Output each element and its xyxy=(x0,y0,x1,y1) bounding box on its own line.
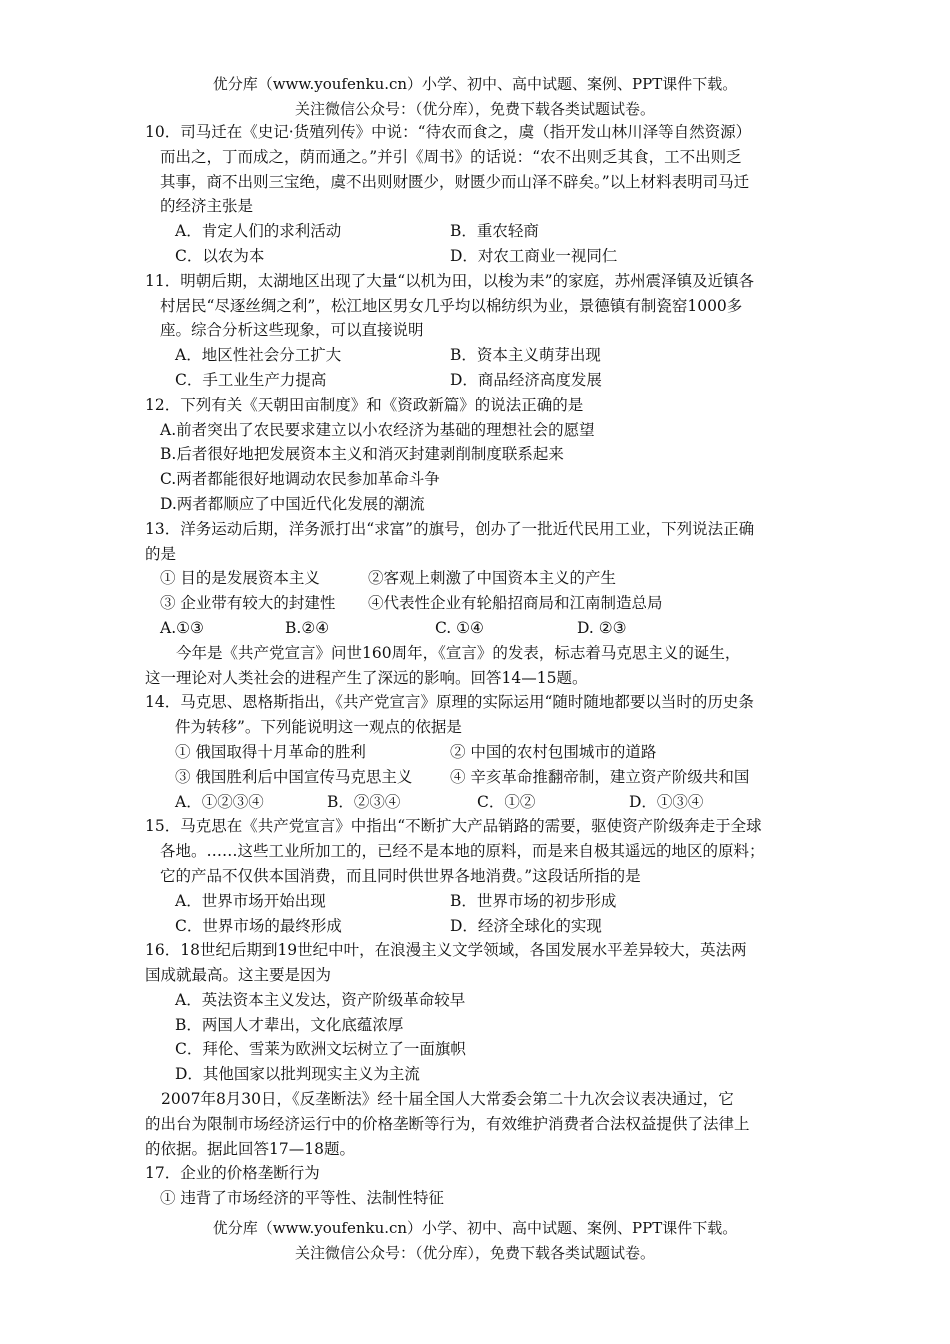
question-10-stem-line-4: 的经济主张是 xyxy=(160,197,254,216)
question-12 xyxy=(145,393,810,517)
passage-14-15-line-2: 这一理论对人类社会的进程产生了深远的影响。回答14—15题。 xyxy=(145,668,588,687)
question-14-option-a: A．①②③④ xyxy=(175,792,264,811)
question-14 xyxy=(145,690,810,814)
question-11 xyxy=(145,269,810,393)
question-13-stem-line-1: 13．洋务运动后期，洋务派打出“求富”的旗号，创办了一批近代民用工业，下列说法正确 xyxy=(145,519,755,538)
question-15-stem-line-1: 15．马克思在《共产党宣言》中指出“不断扩大产品销路的需要，驱使资产阶级奔走于全球 xyxy=(145,817,762,836)
question-14-stem-line-1: 14．马克思、恩格斯指出，《共产党宣言》原理的实际运用“随时随地都要以当时的历史条 xyxy=(145,693,754,712)
question-15-option-a: A．世界市场开始出现 xyxy=(175,891,326,910)
header-line-1: 优分库（www.youfenku.cn）小学、初中、高中试题、案例、PPT课件下载。 xyxy=(212,75,738,93)
question-10-stem-line-3: 其事，商不出则三宝绝，虞不出则财匮少，财匮少而山泽不辟矣。”以上材料表明司马迁 xyxy=(160,172,750,191)
question-11-stem-line-3: 座。综合分析这些现象，可以直接说明 xyxy=(160,321,424,340)
question-13-statement-2: ②客观上刺激了中国资本主义的产生 xyxy=(368,569,617,588)
passage-17-18 xyxy=(145,1087,810,1161)
question-16-option-b: B．两国人才辈出，文化底蕴浓厚 xyxy=(175,1015,404,1034)
question-10-stem-line-2: 而出之，丁而成之，荫而通之。”并引《周书》的话说：“农不出则乏其食，工不出则乏 xyxy=(160,147,742,166)
question-16 xyxy=(145,938,810,1087)
question-11-stem-line-2: 村居民“尽逐丝绸之利”，松江地区男女几乎均以棉纺织为业，景德镇有制瓷窑1000多 xyxy=(160,296,743,315)
question-14-option-d: D．①③④ xyxy=(629,792,704,811)
question-16-stem-line-2: 国成就最高。这主要是因为 xyxy=(145,966,332,985)
passage-14-15 xyxy=(145,641,810,691)
question-12-option-c: C.两者都能很好地调动农民参加革命斗争 xyxy=(160,470,440,489)
question-14-statement-4: ④ 辛亥革命推翻帝制，建立资产阶级共和国 xyxy=(450,767,750,786)
question-14-option-c: C．①② xyxy=(477,792,536,811)
question-14-statement-3: ③ 俄国胜利后中国宣传马克思主义 xyxy=(175,767,413,786)
question-13-option-b: B.②④ xyxy=(285,618,330,637)
question-10-option-c: C．以农为本 xyxy=(175,246,265,265)
question-13 xyxy=(145,517,810,641)
question-16-stem-line-1: 16．18世纪后期到19世纪中叶，在浪漫主义文学领域，各国发展水平差异较大，英法两 xyxy=(145,941,747,960)
passage-17-18-line-1: 2007年8月30日，《反垄断法》经十届全国人大常委会第二十九次会议表决通过，它 xyxy=(161,1090,734,1109)
question-11-option-b: B．资本主义萌芽出现 xyxy=(450,346,601,365)
question-10-option-b: B．重农轻商 xyxy=(450,222,539,241)
footer-line-1: 优分库（www.youfenku.cn）小学、初中、高中试题、案例、PPT课件下载。 xyxy=(212,1219,738,1237)
question-10-option-d: D．对农工商业一视同仁 xyxy=(450,246,618,265)
question-11-option-a: A．地区性社会分工扩大 xyxy=(175,346,342,365)
question-10-option-a: A．肯定人们的求利活动 xyxy=(175,222,342,241)
exam-content xyxy=(145,120,810,1211)
question-15-stem-line-2: 各地。……这些工业所加工的，已经不是本地的原料，而是来自极其遥远的地区的原料； xyxy=(160,842,765,861)
passage-17-18-line-2: 的出台为限制市场经济运行中的价格垄断等行为，有效维护消费者合法权益提供了法律上 xyxy=(145,1114,750,1133)
question-14-statement-2: ② 中国的农村包围城市的道路 xyxy=(450,742,657,761)
passage-17-18-line-3: 的依据。据此回答17—18题。 xyxy=(145,1139,355,1158)
page-footer xyxy=(0,1216,950,1266)
question-13-option-a: A.①③ xyxy=(160,618,204,637)
header-line-2: 关注微信公众号：（优分库），免费下载各类试题试卷。 xyxy=(294,100,655,118)
question-14-stem-line-2: 件为转移”。下列能说明这一观点的依据是 xyxy=(175,718,462,737)
question-15 xyxy=(145,814,810,938)
question-13-option-c: C. ①④ xyxy=(435,618,484,637)
question-13-statement-1: ① 目的是发展资本主义 xyxy=(160,569,320,588)
question-16-option-d: D．其他国家以批判现实主义为主流 xyxy=(175,1065,420,1084)
question-13-option-d: D. ②③ xyxy=(577,618,627,637)
footer-line-2: 关注微信公众号：（优分库），免费下载各类试题试卷。 xyxy=(294,1244,655,1262)
question-12-option-a: A.前者突出了农民要求建立以小农经济为基础的理想社会的愿望 xyxy=(160,420,595,439)
question-15-option-d: D．经济全球化的实现 xyxy=(450,916,602,935)
question-14-option-b: B．②③④ xyxy=(327,792,401,811)
question-10 xyxy=(145,120,810,269)
question-11-option-d: D．商品经济高度发展 xyxy=(450,370,602,389)
question-13-stem-line-2: 的是 xyxy=(145,544,177,563)
question-11-stem-line-1: 11．明朝后期，太湖地区出现了大量“以机为田，以梭为耒”的家庭，苏州震泽镇及近镇各 xyxy=(145,271,755,290)
question-15-option-c: C．世界市场的最终形成 xyxy=(175,916,342,935)
question-15-stem-line-3: 它的产品不仅供本国消费，而且同时供世界各地消费。”这段话所指的是 xyxy=(160,866,641,885)
page-header xyxy=(0,72,950,122)
question-14-statement-1: ① 俄国取得十月革命的胜利 xyxy=(175,742,366,761)
question-13-statement-3: ③ 企业带有较大的封建性 xyxy=(160,594,336,613)
question-15-option-b: B．世界市场的初步形成 xyxy=(450,891,617,910)
question-16-option-a: A．英法资本主义发达，资产阶级革命较早 xyxy=(175,990,466,1009)
question-10-stem-line-1: 10．司马迁在《史记·货殖列传》中说：“待农而食之，虞（指开发山林川泽等自然资源） xyxy=(145,123,752,141)
question-12-option-b: B.后者很好地把发展资本主义和消灭封建剥削制度联系起来 xyxy=(160,445,564,464)
question-17-statement-1: ① 违背了市场经济的平等性、法制性特征 xyxy=(160,1189,444,1208)
question-12-stem-line-1: 12．下列有关《天朝田亩制度》和《资政新篇》的说法正确的是 xyxy=(145,395,584,414)
question-13-statement-4: ④代表性企业有轮船招商局和江南制造总局 xyxy=(368,594,663,613)
question-12-option-d: D.两者都顺应了中国近代化发展的潮流 xyxy=(160,494,425,513)
question-17 xyxy=(145,1161,810,1211)
question-16-option-c: C．拜伦、雪莱为欧洲文坛树立了一面旗帜 xyxy=(175,1040,466,1059)
question-11-option-c: C．手工业生产力提高 xyxy=(175,370,327,389)
passage-14-15-line-1: 今年是《共产党宣言》问世160周年，《宣言》的发表，标志着马克思主义的诞生， xyxy=(176,643,741,662)
question-17-stem-line-1: 17．企业的价格垄断行为 xyxy=(145,1164,320,1183)
